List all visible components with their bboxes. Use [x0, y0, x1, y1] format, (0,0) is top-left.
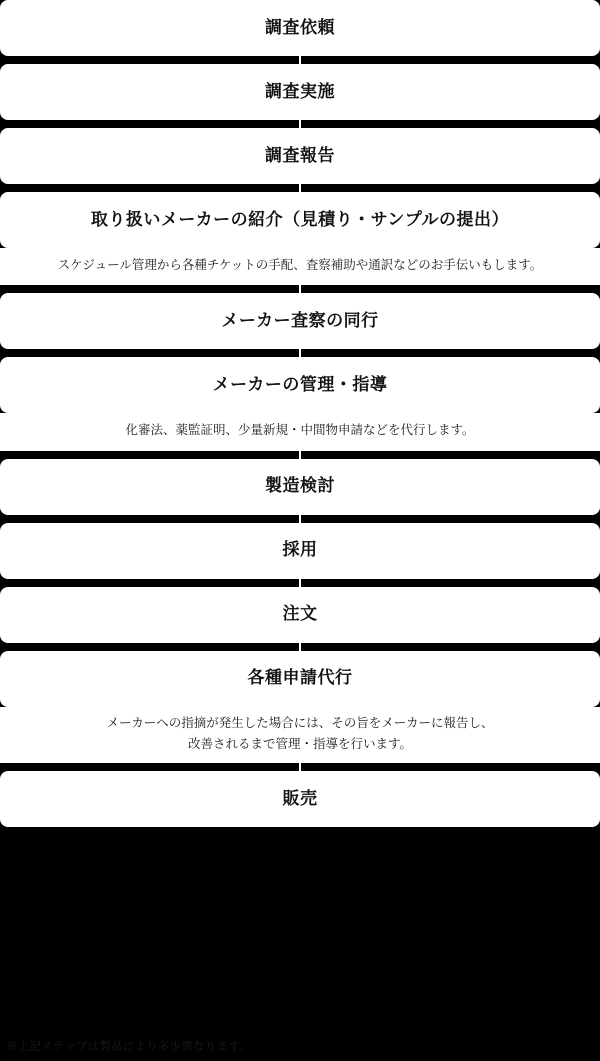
flow-step	[0, 64, 600, 120]
flow-connector	[0, 120, 600, 128]
flow-step-label: メーカーの管理・指導	[212, 375, 388, 395]
flow-note	[0, 248, 600, 285]
flow-note	[0, 413, 600, 450]
flow-step	[0, 771, 600, 827]
flow-connector	[0, 184, 600, 192]
flow-step	[0, 651, 600, 707]
flow-step-label: 各種申請代行	[247, 668, 353, 688]
flow-note-line: 改善されるまで管理・指導を行います。	[187, 736, 412, 751]
flow-connector	[0, 349, 600, 357]
flow-step	[0, 459, 600, 515]
flow-step-label: 採用	[282, 540, 318, 560]
flow-connector	[0, 451, 600, 459]
flow-step-label: 製造検討	[265, 476, 335, 496]
flow-step-label: 販売	[282, 788, 318, 808]
flow-step	[0, 523, 600, 579]
footnote	[0, 1033, 600, 1061]
flow-connector	[0, 643, 600, 651]
flow-step	[0, 192, 600, 248]
flow-step-label: 注文	[282, 604, 318, 624]
flow-step-label: メーカー査察の同行	[221, 311, 379, 331]
flow-connector	[0, 579, 600, 587]
flow-note-line: メーカーへの指摘が発生した場合には、その旨をメーカーに報告し、	[106, 715, 494, 730]
flow-note-line: 化審法、薬監証明、少量新規・中間物申請などを代行します。	[125, 423, 475, 438]
flow-step	[0, 293, 600, 349]
flow-connector	[0, 763, 600, 771]
flow-connector	[0, 515, 600, 523]
flow-step-label: 調査報告	[265, 145, 335, 165]
flow-note-line: スケジュール管理から各種チケットの手配、査察補助や通訳などのお手伝いもします。	[57, 258, 543, 272]
flow-step-label: 調査依頼	[265, 17, 335, 37]
flow-step	[0, 587, 600, 643]
flow-step-label: 調査実施	[265, 81, 335, 101]
flow-connector	[0, 56, 600, 64]
flow-step	[0, 128, 600, 184]
flow-connector	[0, 285, 600, 293]
flow-step	[0, 357, 600, 413]
footnote-text: ※上記ステップは製品により多少異なります。	[6, 1041, 251, 1053]
flow-step	[0, 0, 600, 56]
flow-step-label: 取り扱いメーカーの紹介（見積り・サンプルの提出）	[90, 209, 510, 229]
flow-note	[0, 707, 600, 764]
